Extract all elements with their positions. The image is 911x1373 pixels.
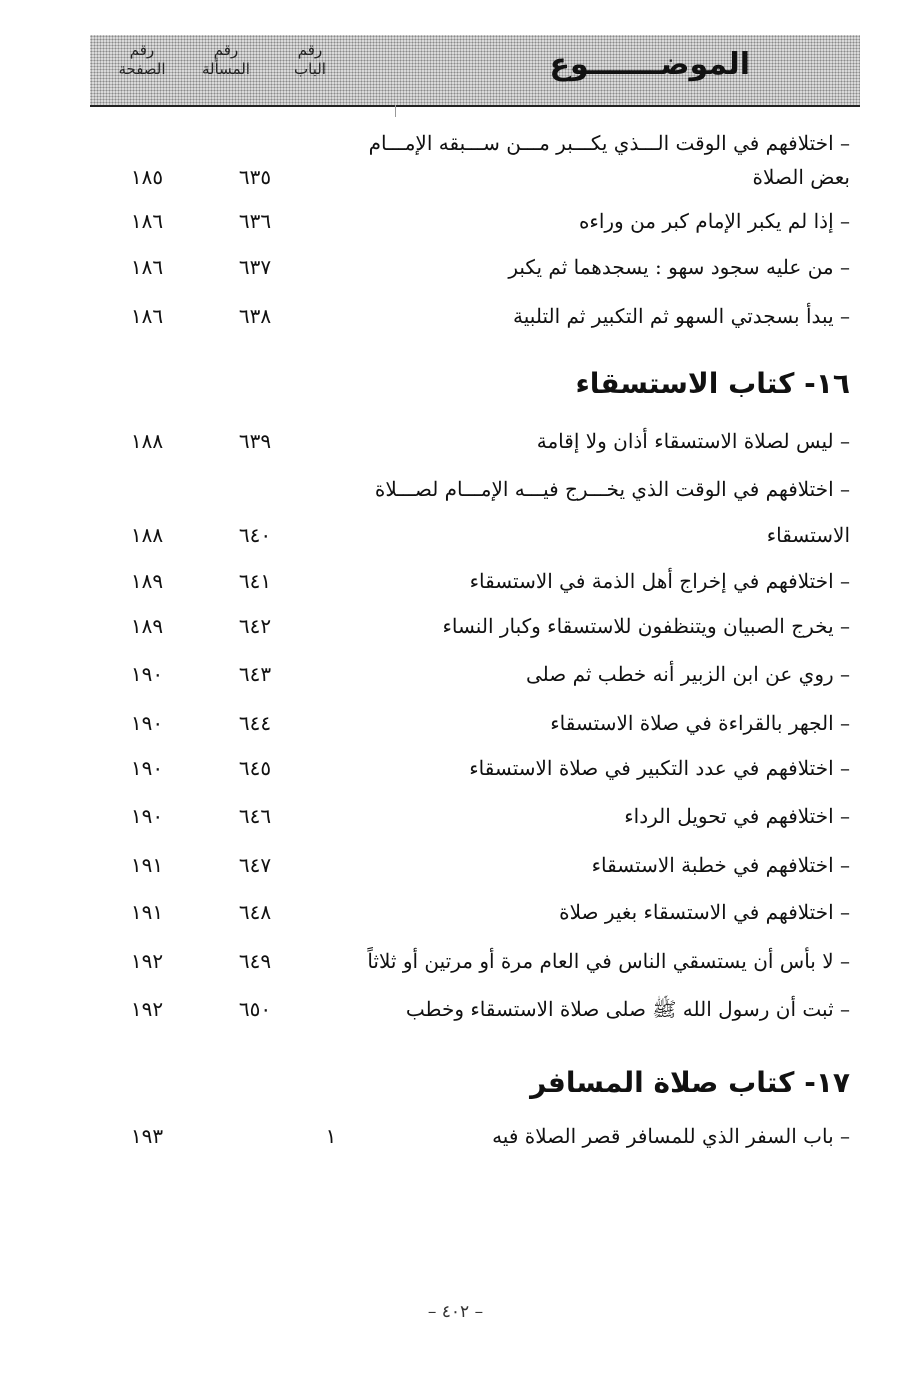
- issue-number-cell: ٦٤٤: [238, 711, 272, 735]
- issue-number-cell: ٦٣٩: [238, 429, 272, 453]
- header-page-line1: رقم: [129, 41, 155, 59]
- page-number-cell: ١٩٢: [130, 997, 164, 1021]
- issue-number-cell: ٦٣٥: [238, 165, 272, 189]
- toc-row: [60, 127, 850, 161]
- issue-number-cell: ٦٤٣: [238, 662, 272, 686]
- topic-text: – يخرج الصبيان ويتنظفون للاستسقاء وكبار النساء: [442, 614, 850, 638]
- toc-row: [60, 752, 850, 786]
- topic-text: – الجهر بالقراءة في صلاة الاستسقاء: [550, 711, 850, 735]
- issue-number-cell: ٦٤٦: [238, 804, 272, 828]
- toc-row: [60, 800, 850, 834]
- issue-number-cell: ٦٤٥: [238, 756, 272, 780]
- topic-text: – ثبت أن رسول الله ﷺ صلى صلاة الاستسقاء وخطب: [405, 997, 850, 1021]
- toc-row: [60, 425, 850, 459]
- page-number-cell: ١٨٦: [130, 209, 164, 233]
- issue-number-cell: ٦٤٨: [238, 900, 272, 924]
- chapter-title: ١٦- كتاب الاستسقاء: [575, 367, 850, 400]
- toc-row: [60, 251, 850, 285]
- header-issue-line1: رقم: [213, 41, 239, 59]
- page-number-cell: ١٨٩: [130, 614, 164, 638]
- page-number-cell: ١٨٨: [130, 429, 164, 453]
- toc-row: [60, 610, 850, 644]
- page-number-cell: ١٩١: [130, 900, 164, 924]
- header-chapter-column: [270, 41, 350, 79]
- chapter-title: ١٧- كتاب صلاة المسافر: [530, 1066, 850, 1099]
- topic-text: – اختلافهم في الوقت الـــذي يكـــبر مـــن ســـبقه الإمـــام: [368, 131, 850, 155]
- header-chapter-line1: رقم: [297, 41, 323, 59]
- page-number-cell: ١٩٠: [130, 662, 164, 686]
- chapter-heading-row: [60, 1063, 850, 1097]
- toc-row: [60, 658, 850, 692]
- topic-text: – باب السفر الذي للمسافر قصر الصلاة فيه: [492, 1124, 850, 1148]
- page-number-cell: ١٨٩: [130, 569, 164, 593]
- topic-text: – روي عن ابن الزبير أنه خطب ثم صلى: [525, 662, 850, 686]
- topic-text: الاستسقاء: [766, 523, 850, 547]
- toc-row: [60, 945, 850, 979]
- header-chapter-line2: الباب: [294, 60, 326, 78]
- issue-number-cell: ٦٤٢: [238, 614, 272, 638]
- topic-text: – اختلافهم في تحويل الرداء: [624, 804, 850, 828]
- header-issue-column: [186, 41, 266, 79]
- topic-text: بعض الصلاة: [752, 165, 850, 189]
- page-number-cell: ١٩٠: [130, 711, 164, 735]
- issue-number-cell: ٦٥٠: [238, 997, 272, 1021]
- toc-row: [60, 896, 850, 930]
- topic-text: – اختلافهم في خطبة الاستسقاء: [591, 853, 850, 877]
- topic-text: – يبدأ بسجدتي السهو ثم التكبير ثم التلبية: [513, 304, 850, 328]
- toc-row: [60, 1120, 850, 1154]
- page-number-cell: ١٩٣: [130, 1124, 164, 1148]
- topic-text: – اختلافهم في الوقت الذي يخـــرج فيـــه الإمـــام لصـــلاة: [374, 477, 850, 501]
- toc-row: [60, 300, 850, 334]
- toc-row: [60, 473, 850, 507]
- page-number-cell: ١٨٦: [130, 255, 164, 279]
- issue-number-cell: ٦٤٠: [238, 523, 272, 547]
- page-number-cell: ١٩٢: [130, 949, 164, 973]
- page-number-cell: ١٨٦: [130, 304, 164, 328]
- page-number-cell: ١٩٠: [130, 756, 164, 780]
- issue-number-cell: ٦٤٩: [238, 949, 272, 973]
- issue-number-cell: ٦٣٧: [238, 255, 272, 279]
- header-page-column: [102, 41, 182, 79]
- topic-text: – اختلافهم في إخراج أهل الذمة في الاستسقاء: [469, 569, 850, 593]
- toc-row: [60, 993, 850, 1027]
- topic-text: – لا بأس أن يستسقي الناس في العام مرة أو مرتين أو ثلاثاً: [367, 949, 850, 973]
- toc-row: [60, 205, 850, 239]
- topic-text: – ليس لصلاة الاستسقاء أذان ولا إقامة: [536, 429, 850, 453]
- page-number-cell: ١٩٠: [130, 804, 164, 828]
- table-header: [90, 35, 860, 107]
- page-number-cell: ١٨٨: [130, 523, 164, 547]
- toc-row: [60, 519, 850, 553]
- topic-text: – من عليه سجود سهو : يسجدهما ثم يكبر: [508, 255, 850, 279]
- page-number: – ٤٠٢ –: [427, 1302, 484, 1322]
- toc-row: [60, 161, 850, 195]
- topic-text: – اختلافهم في عدد التكبير في صلاة الاستسقاء: [469, 756, 850, 780]
- issue-number-cell: ٦٣٦: [238, 209, 272, 233]
- issue-number-cell: ٦٤١: [238, 569, 272, 593]
- topic-text: – اختلافهم في الاستسقاء بغير صلاة: [559, 900, 850, 924]
- header-divider-tick: [395, 105, 396, 117]
- toc-row: [60, 565, 850, 599]
- page-number-cell: ١٩١: [130, 853, 164, 877]
- header-issue-line2: المسألة: [202, 60, 250, 78]
- issue-number-cell: ٦٣٨: [238, 304, 272, 328]
- toc-row: [60, 707, 850, 741]
- page-number-cell: ١٨٥: [130, 165, 164, 189]
- chapter-number-cell: ١: [325, 1124, 337, 1148]
- header-page-line2: الصفحة: [118, 60, 166, 78]
- issue-number-cell: ٦٤٧: [238, 853, 272, 877]
- chapter-heading-row: [60, 364, 850, 398]
- topic-text: – إذا لم يكبر الإمام كبر من وراءه: [578, 209, 850, 233]
- toc-row: [60, 849, 850, 883]
- header-subject-column: الموضـــــــوع: [549, 47, 750, 82]
